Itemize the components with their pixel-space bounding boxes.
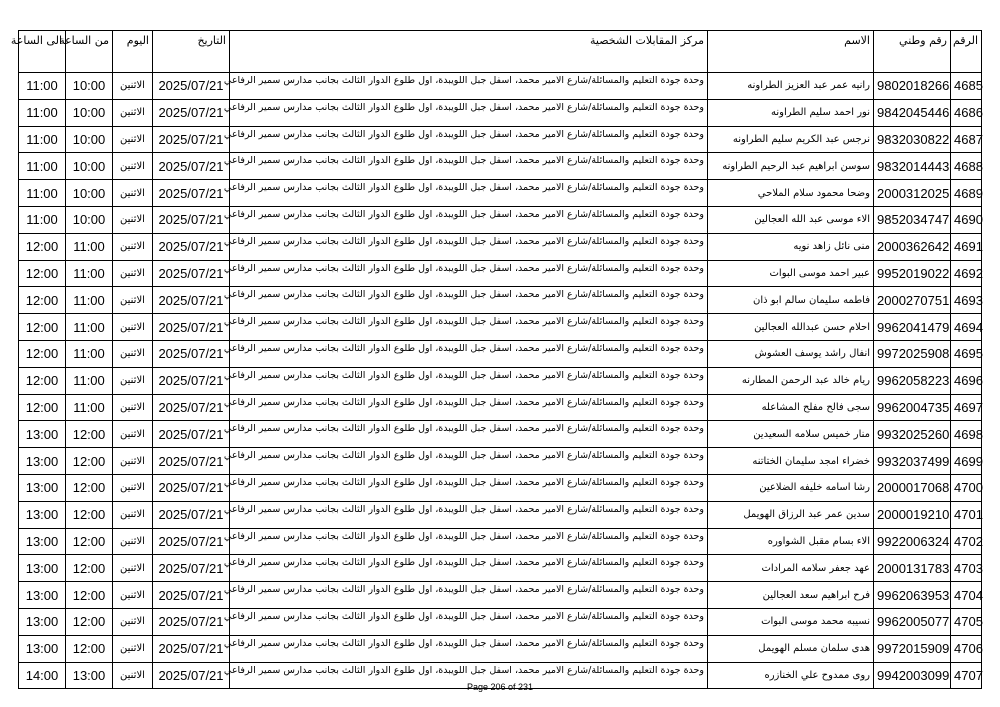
table-row xyxy=(19,555,982,582)
cell-national-id: 9852034747 xyxy=(874,206,951,233)
table-row xyxy=(19,501,982,528)
cell-center: وحدة جودة التعليم والمسائلة/شارع الامير محمد، اسفل جبل اللويبدة، اول طلوع الدوار الثالث بجانب مدارس سمير الرفاعي xyxy=(230,180,708,207)
cell-num: 4685 xyxy=(951,73,982,100)
table-row xyxy=(19,367,982,394)
cell-from-time: 10:00 xyxy=(66,73,113,100)
col-header-day: اليوم xyxy=(113,31,153,73)
cell-date: 2025/07/21 xyxy=(153,233,230,260)
table-body xyxy=(19,73,982,689)
cell-center: وحدة جودة التعليم والمسائلة/شارع الامير محمد، اسفل جبل اللويبدة، اول طلوع الدوار الثالث بجانب مدارس سمير الرفاعي xyxy=(230,421,708,448)
table-row xyxy=(19,394,982,421)
cell-center: وحدة جودة التعليم والمسائلة/شارع الامير محمد، اسفل جبل اللويبدة، اول طلوع الدوار الثالث بجانب مدارس سمير الرفاعي xyxy=(230,287,708,314)
cell-name: الاء موسى عبد الله العجالين xyxy=(708,206,874,233)
cell-num: 4699 xyxy=(951,448,982,475)
table-row xyxy=(19,474,982,501)
cell-to-time: 13:00 xyxy=(19,421,66,448)
cell-national-id: 9922006324 xyxy=(874,528,951,555)
cell-name: فرح ابراهيم سعد العجالين xyxy=(708,582,874,609)
cell-day: الاثنين xyxy=(113,394,153,421)
cell-name: سجى فالح مفلح المشاعله xyxy=(708,394,874,421)
cell-from-time: 11:00 xyxy=(66,367,113,394)
cell-num: 4700 xyxy=(951,474,982,501)
cell-num: 4688 xyxy=(951,153,982,180)
cell-from-time: 12:00 xyxy=(66,582,113,609)
cell-from-time: 12:00 xyxy=(66,635,113,662)
cell-day: الاثنين xyxy=(113,126,153,153)
cell-num: 4704 xyxy=(951,582,982,609)
col-header-center: مركز المقابلات الشخصية xyxy=(230,31,708,73)
cell-national-id: 9802018266 xyxy=(874,73,951,100)
cell-from-time: 12:00 xyxy=(66,528,113,555)
cell-center: وحدة جودة التعليم والمسائلة/شارع الامير محمد، اسفل جبل اللويبدة، اول طلوع الدوار الثالث بجانب مدارس سمير الرفاعي xyxy=(230,448,708,475)
cell-day: الاثنين xyxy=(113,608,153,635)
cell-num: 4707 xyxy=(951,662,982,689)
cell-from-time: 11:00 xyxy=(66,314,113,341)
cell-to-time: 11:00 xyxy=(19,126,66,153)
table-row xyxy=(19,340,982,367)
cell-center: وحدة جودة التعليم والمسائلة/شارع الامير محمد، اسفل جبل اللويبدة، اول طلوع الدوار الثالث بجانب مدارس سمير الرفاعي xyxy=(230,260,708,287)
cell-num: 4696 xyxy=(951,367,982,394)
cell-date: 2025/07/21 xyxy=(153,555,230,582)
cell-day: الاثنين xyxy=(113,287,153,314)
cell-day: الاثنين xyxy=(113,99,153,126)
cell-name: سوسن ابراهيم عبد الرحيم الطراونه xyxy=(708,153,874,180)
cell-center: وحدة جودة التعليم والمسائلة/شارع الامير محمد، اسفل جبل اللويبدة، اول طلوع الدوار الثالث بجانب مدارس سمير الرفاعي xyxy=(230,314,708,341)
cell-num: 4694 xyxy=(951,314,982,341)
cell-day: الاثنين xyxy=(113,662,153,689)
col-header-to: الى الساعة xyxy=(19,31,66,73)
cell-national-id: 2000131783 xyxy=(874,555,951,582)
cell-to-time: 13:00 xyxy=(19,474,66,501)
cell-national-id: 9962063953 xyxy=(874,582,951,609)
cell-name: احلام حسن عبدالله العجالين xyxy=(708,314,874,341)
cell-name: وضحا محمود سلام الملاحي xyxy=(708,180,874,207)
cell-center: وحدة جودة التعليم والمسائلة/شارع الامير محمد، اسفل جبل اللويبدة، اول طلوع الدوار الثالث بجانب مدارس سمير الرفاعي xyxy=(230,206,708,233)
cell-to-time: 12:00 xyxy=(19,233,66,260)
header-row xyxy=(19,31,982,73)
table-row xyxy=(19,73,982,100)
cell-day: الاثنين xyxy=(113,73,153,100)
cell-center: وحدة جودة التعليم والمسائلة/شارع الامير محمد، اسفل جبل اللويبدة، اول طلوع الدوار الثالث بجانب مدارس سمير الرفاعي xyxy=(230,367,708,394)
cell-num: 4689 xyxy=(951,180,982,207)
table-row xyxy=(19,206,982,233)
table-row xyxy=(19,260,982,287)
cell-to-time: 12:00 xyxy=(19,394,66,421)
cell-num: 4692 xyxy=(951,260,982,287)
cell-num: 4705 xyxy=(951,608,982,635)
table-row xyxy=(19,153,982,180)
cell-national-id: 9942003099 xyxy=(874,662,951,689)
cell-to-time: 11:00 xyxy=(19,99,66,126)
cell-center: وحدة جودة التعليم والمسائلة/شارع الامير محمد، اسفل جبل اللويبدة، اول طلوع الدوار الثالث بجانب مدارس سمير الرفاعي xyxy=(230,340,708,367)
cell-num: 4701 xyxy=(951,501,982,528)
cell-name: ريام خالد عبد الرحمن المطارنه xyxy=(708,367,874,394)
col-header-name: الاسم xyxy=(708,31,874,73)
cell-day: الاثنين xyxy=(113,206,153,233)
cell-to-time: 12:00 xyxy=(19,314,66,341)
cell-national-id: 2000312025 xyxy=(874,180,951,207)
cell-name: سدين عمر عبد الرزاق الهويمل xyxy=(708,501,874,528)
cell-day: الاثنين xyxy=(113,153,153,180)
cell-national-id: 9932037499 xyxy=(874,448,951,475)
col-header-date: التاريخ xyxy=(153,31,230,73)
cell-to-time: 11:00 xyxy=(19,206,66,233)
cell-name: نور احمد سليم الطراونه xyxy=(708,99,874,126)
col-header-from: من الساعة xyxy=(66,31,113,73)
cell-date: 2025/07/21 xyxy=(153,153,230,180)
cell-national-id: 9962005077 xyxy=(874,608,951,635)
cell-from-time: 10:00 xyxy=(66,126,113,153)
table-row xyxy=(19,99,982,126)
cell-from-time: 13:00 xyxy=(66,662,113,689)
cell-date: 2025/07/21 xyxy=(153,608,230,635)
cell-from-time: 10:00 xyxy=(66,153,113,180)
cell-from-time: 11:00 xyxy=(66,260,113,287)
cell-from-time: 12:00 xyxy=(66,501,113,528)
cell-name: نسيبه محمد موسى البوات xyxy=(708,608,874,635)
cell-center: وحدة جودة التعليم والمسائلة/شارع الامير محمد، اسفل جبل اللويبدة، اول طلوع الدوار الثالث بجانب مدارس سمير الرفاعي xyxy=(230,501,708,528)
page-footer: Page 206 of 231 xyxy=(466,682,534,692)
cell-to-time: 13:00 xyxy=(19,555,66,582)
cell-date: 2025/07/21 xyxy=(153,528,230,555)
cell-num: 4695 xyxy=(951,340,982,367)
table-row xyxy=(19,448,982,475)
cell-national-id: 9832030822 xyxy=(874,126,951,153)
cell-name: روى ممدوح علي الخنازره xyxy=(708,662,874,689)
cell-to-time: 11:00 xyxy=(19,180,66,207)
cell-date: 2025/07/21 xyxy=(153,314,230,341)
cell-num: 4702 xyxy=(951,528,982,555)
table-row xyxy=(19,233,982,260)
cell-name: نرجس عبد الكريم سليم الطراونه xyxy=(708,126,874,153)
cell-to-time: 13:00 xyxy=(19,501,66,528)
cell-date: 2025/07/21 xyxy=(153,448,230,475)
cell-to-time: 12:00 xyxy=(19,287,66,314)
cell-date: 2025/07/21 xyxy=(153,635,230,662)
cell-day: الاثنين xyxy=(113,367,153,394)
table-row xyxy=(19,126,982,153)
cell-date: 2025/07/21 xyxy=(153,474,230,501)
cell-national-id: 9952019022 xyxy=(874,260,951,287)
cell-center: وحدة جودة التعليم والمسائلة/شارع الامير محمد، اسفل جبل اللويبدة، اول طلوع الدوار الثالث بجانب مدارس سمير الرفاعي xyxy=(230,126,708,153)
cell-date: 2025/07/21 xyxy=(153,260,230,287)
cell-to-time: 12:00 xyxy=(19,367,66,394)
table-row xyxy=(19,421,982,448)
cell-national-id: 9832014443 xyxy=(874,153,951,180)
cell-from-time: 12:00 xyxy=(66,421,113,448)
cell-day: الاثنين xyxy=(113,448,153,475)
cell-day: الاثنين xyxy=(113,314,153,341)
table-row xyxy=(19,314,982,341)
cell-from-time: 11:00 xyxy=(66,287,113,314)
interview-schedule-table xyxy=(10,30,983,689)
cell-day: الاثنين xyxy=(113,501,153,528)
cell-from-time: 12:00 xyxy=(66,448,113,475)
table-row xyxy=(19,608,982,635)
table-row xyxy=(19,582,982,609)
cell-national-id: 9962058223 xyxy=(874,367,951,394)
cell-date: 2025/07/21 xyxy=(153,287,230,314)
cell-to-time: 13:00 xyxy=(19,528,66,555)
cell-center: وحدة جودة التعليم والمسائلة/شارع الامير محمد، اسفل جبل اللويبدة، اول طلوع الدوار الثالث بجانب مدارس سمير الرفاعي xyxy=(230,153,708,180)
cell-date: 2025/07/21 xyxy=(153,126,230,153)
cell-center: وحدة جودة التعليم والمسائلة/شارع الامير محمد، اسفل جبل اللويبدة، اول طلوع الدوار الثالث بجانب مدارس سمير الرفاعي xyxy=(230,635,708,662)
cell-from-time: 12:00 xyxy=(66,555,113,582)
cell-name: رشا اسامه خليفه الضلاعين xyxy=(708,474,874,501)
cell-day: الاثنين xyxy=(113,635,153,662)
cell-day: الاثنين xyxy=(113,340,153,367)
cell-date: 2025/07/21 xyxy=(153,99,230,126)
cell-center: وحدة جودة التعليم والمسائلة/شارع الامير محمد، اسفل جبل اللويبدة، اول طلوع الدوار الثالث بجانب مدارس سمير الرفاعي xyxy=(230,662,708,689)
cell-national-id: 9932025260 xyxy=(874,421,951,448)
cell-national-id: 9962004735 xyxy=(874,394,951,421)
cell-num: 4691 xyxy=(951,233,982,260)
schedule-sheet xyxy=(10,30,983,689)
cell-national-id: 9962041479 xyxy=(874,314,951,341)
cell-date: 2025/07/21 xyxy=(153,501,230,528)
cell-from-time: 11:00 xyxy=(66,340,113,367)
table-row xyxy=(19,635,982,662)
cell-name: رانيه عمر عبد العزيز الطراونه xyxy=(708,73,874,100)
cell-date: 2025/07/21 xyxy=(153,340,230,367)
cell-from-time: 10:00 xyxy=(66,180,113,207)
cell-center: وحدة جودة التعليم والمسائلة/شارع الامير محمد، اسفل جبل اللويبدة، اول طلوع الدوار الثالث بجانب مدارس سمير الرفاعي xyxy=(230,73,708,100)
cell-date: 2025/07/21 xyxy=(153,367,230,394)
cell-from-time: 12:00 xyxy=(66,608,113,635)
cell-day: الاثنين xyxy=(113,260,153,287)
cell-name: انفال راشد يوسف العشوش xyxy=(708,340,874,367)
cell-national-id: 9842045446 xyxy=(874,99,951,126)
cell-day: الاثنين xyxy=(113,555,153,582)
cell-num: 4697 xyxy=(951,394,982,421)
cell-to-time: 13:00 xyxy=(19,448,66,475)
cell-to-time: 11:00 xyxy=(19,73,66,100)
cell-num: 4693 xyxy=(951,287,982,314)
cell-name: منار خميس سلامه السعيدين xyxy=(708,421,874,448)
cell-center: وحدة جودة التعليم والمسائلة/شارع الامير محمد، اسفل جبل اللويبدة، اول طلوع الدوار الثالث بجانب مدارس سمير الرفاعي xyxy=(230,474,708,501)
cell-day: الاثنين xyxy=(113,582,153,609)
cell-date: 2025/07/21 xyxy=(153,394,230,421)
cell-center: وحدة جودة التعليم والمسائلة/شارع الامير محمد، اسفل جبل اللويبدة، اول طلوع الدوار الثالث بجانب مدارس سمير الرفاعي xyxy=(230,528,708,555)
cell-day: الاثنين xyxy=(113,528,153,555)
cell-from-time: 10:00 xyxy=(66,206,113,233)
cell-date: 2025/07/21 xyxy=(153,73,230,100)
cell-national-id: 2000017068 xyxy=(874,474,951,501)
cell-day: الاثنين xyxy=(113,233,153,260)
cell-from-time: 11:00 xyxy=(66,233,113,260)
cell-name: عبير احمد موسى البوات xyxy=(708,260,874,287)
cell-center: وحدة جودة التعليم والمسائلة/شارع الامير محمد، اسفل جبل اللويبدة، اول طلوع الدوار الثالث بجانب مدارس سمير الرفاعي xyxy=(230,233,708,260)
cell-from-time: 11:00 xyxy=(66,394,113,421)
cell-national-id: 9972025908 xyxy=(874,340,951,367)
cell-from-time: 12:00 xyxy=(66,474,113,501)
cell-center: وحدة جودة التعليم والمسائلة/شارع الامير محمد، اسفل جبل اللويبدة، اول طلوع الدوار الثالث بجانب مدارس سمير الرفاعي xyxy=(230,99,708,126)
cell-center: وحدة جودة التعليم والمسائلة/شارع الامير محمد، اسفل جبل اللويبدة، اول طلوع الدوار الثالث بجانب مدارس سمير الرفاعي xyxy=(230,555,708,582)
table-row xyxy=(19,528,982,555)
cell-date: 2025/07/21 xyxy=(153,662,230,689)
cell-num: 4686 xyxy=(951,99,982,126)
cell-from-time: 10:00 xyxy=(66,99,113,126)
cell-day: الاثنين xyxy=(113,421,153,448)
cell-center: وحدة جودة التعليم والمسائلة/شارع الامير محمد، اسفل جبل اللويبدة، اول طلوع الدوار الثالث بجانب مدارس سمير الرفاعي xyxy=(230,608,708,635)
cell-name: الاء بسام مقبل الشواوره xyxy=(708,528,874,555)
col-header-national-id: رقم وطني xyxy=(874,31,951,73)
cell-name: خضراء امجد سليمان الختاتنه xyxy=(708,448,874,475)
cell-national-id: 2000362642 xyxy=(874,233,951,260)
cell-date: 2025/07/21 xyxy=(153,180,230,207)
cell-to-time: 12:00 xyxy=(19,340,66,367)
cell-date: 2025/07/21 xyxy=(153,421,230,448)
cell-num: 4690 xyxy=(951,206,982,233)
cell-name: فاطمه سليمان سالم ابو ذان xyxy=(708,287,874,314)
cell-name: عهد جعفر سلامه المرادات xyxy=(708,555,874,582)
cell-day: الاثنين xyxy=(113,474,153,501)
cell-date: 2025/07/21 xyxy=(153,206,230,233)
cell-national-id: 2000270751 xyxy=(874,287,951,314)
cell-num: 4698 xyxy=(951,421,982,448)
cell-num: 4706 xyxy=(951,635,982,662)
cell-to-time: 12:00 xyxy=(19,260,66,287)
cell-to-time: 13:00 xyxy=(19,608,66,635)
cell-to-time: 13:00 xyxy=(19,635,66,662)
table-row xyxy=(19,180,982,207)
cell-to-time: 11:00 xyxy=(19,153,66,180)
cell-name: منى نائل زاهد نويه xyxy=(708,233,874,260)
cell-day: الاثنين xyxy=(113,180,153,207)
cell-num: 4703 xyxy=(951,555,982,582)
cell-to-time: 13:00 xyxy=(19,582,66,609)
cell-to-time: 14:00 xyxy=(19,662,66,689)
cell-center: وحدة جودة التعليم والمسائلة/شارع الامير محمد، اسفل جبل اللويبدة، اول طلوع الدوار الثالث بجانب مدارس سمير الرفاعي xyxy=(230,582,708,609)
cell-national-id: 9972015909 xyxy=(874,635,951,662)
col-header-num: الرقم xyxy=(951,31,982,73)
cell-national-id: 2000019210 xyxy=(874,501,951,528)
cell-date: 2025/07/21 xyxy=(153,582,230,609)
cell-num: 4687 xyxy=(951,126,982,153)
cell-name: هدى سلمان مسلم الهويمل xyxy=(708,635,874,662)
cell-center: وحدة جودة التعليم والمسائلة/شارع الامير محمد، اسفل جبل اللويبدة، اول طلوع الدوار الثالث بجانب مدارس سمير الرفاعي xyxy=(230,394,708,421)
table-row xyxy=(19,287,982,314)
